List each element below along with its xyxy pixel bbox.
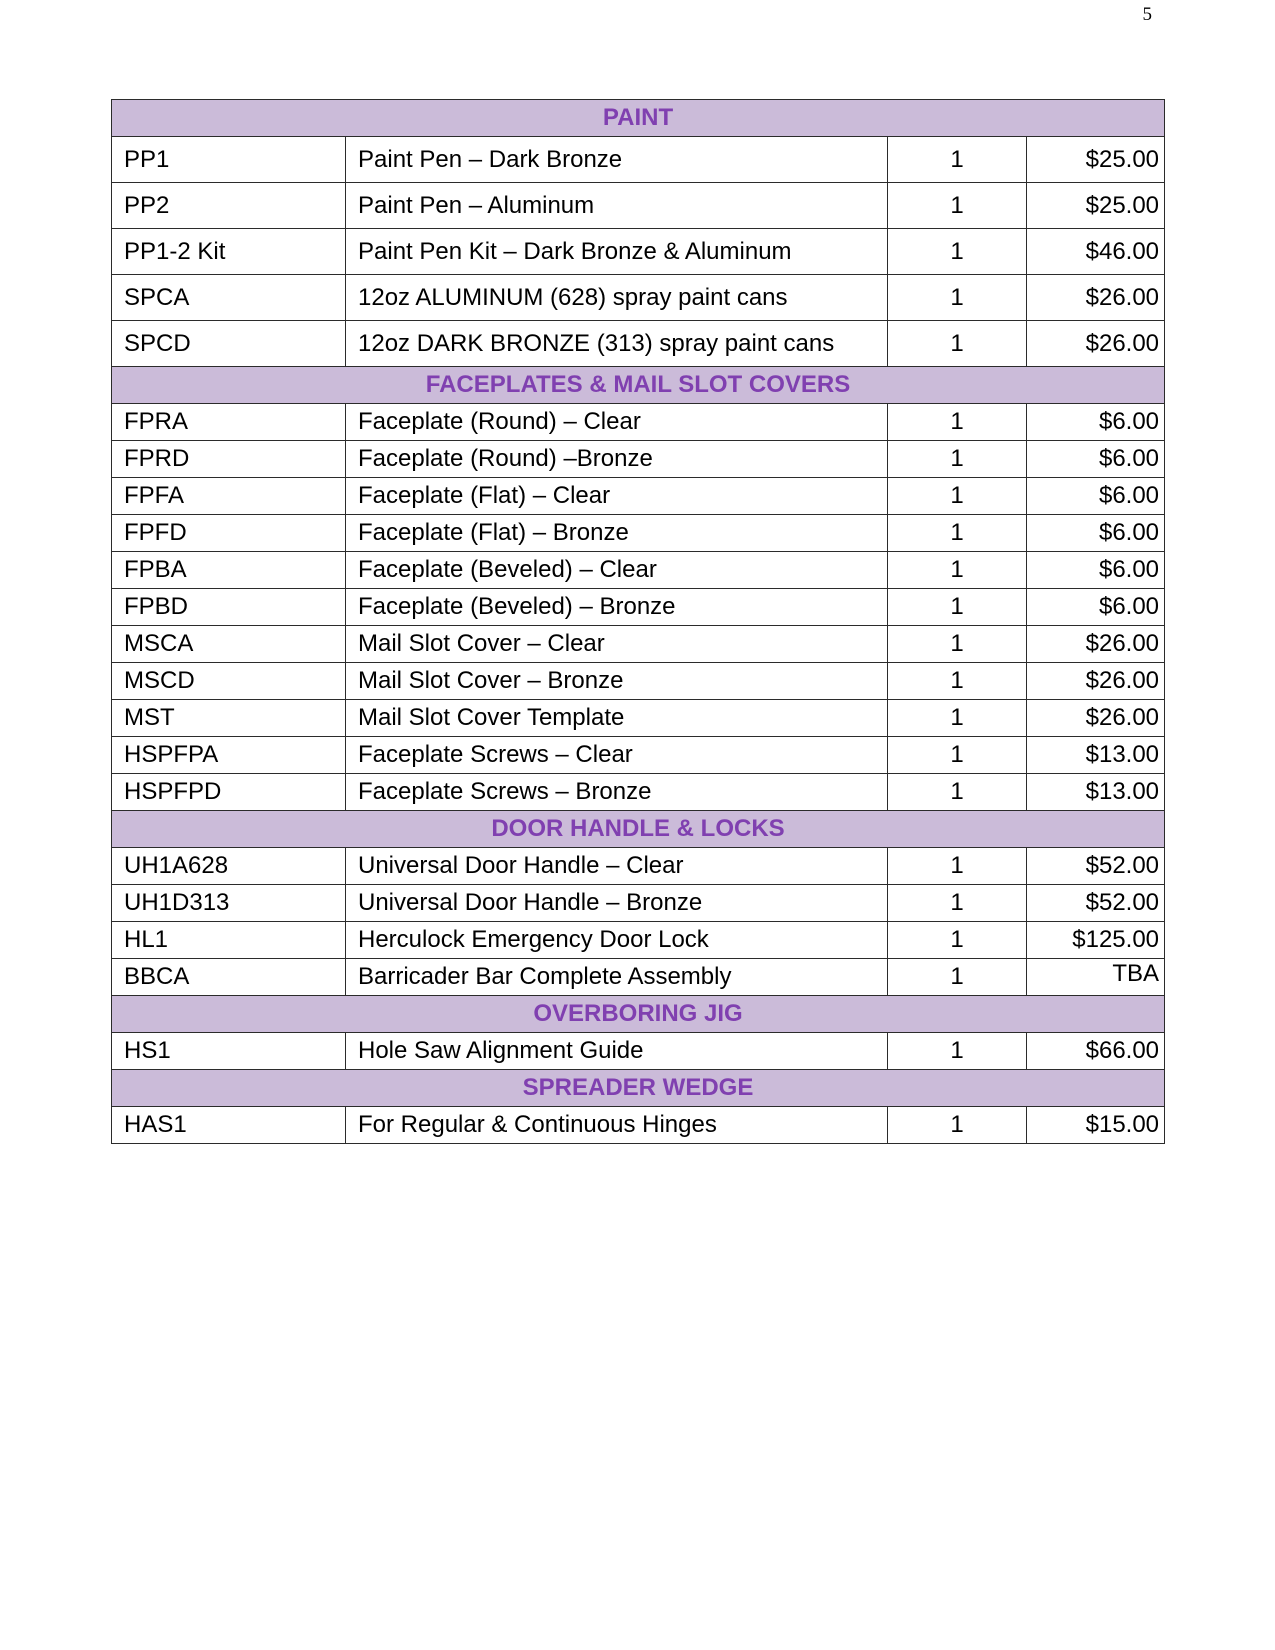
table-row — [112, 959, 1165, 996]
section-title: SPREADER WEDGE — [112, 1070, 1165, 1107]
table-row — [112, 1033, 1165, 1070]
item-price: $6.00 — [1027, 515, 1165, 552]
item-description: Faceplate (Round) –Bronze — [346, 441, 888, 478]
item-price: $26.00 — [1027, 663, 1165, 700]
table-row — [112, 774, 1165, 811]
item-quantity: 1 — [888, 737, 1027, 774]
item-description: Faceplate (Flat) – Bronze — [346, 515, 888, 552]
item-code: HAS1 — [112, 1107, 346, 1144]
item-quantity: 1 — [888, 229, 1027, 275]
item-quantity: 1 — [888, 1033, 1027, 1070]
item-quantity: 1 — [888, 848, 1027, 885]
item-quantity: 1 — [888, 275, 1027, 321]
table-row — [112, 848, 1165, 885]
item-quantity: 1 — [888, 922, 1027, 959]
item-code: SPCD — [112, 321, 346, 367]
item-description: Faceplate Screws – Clear — [346, 737, 888, 774]
item-price: $25.00 — [1027, 183, 1165, 229]
item-code: PP2 — [112, 183, 346, 229]
item-quantity: 1 — [888, 959, 1027, 996]
table-row — [112, 1107, 1165, 1144]
section-title: OVERBORING JIG — [112, 996, 1165, 1033]
item-quantity: 1 — [888, 404, 1027, 441]
item-code: FPRD — [112, 441, 346, 478]
item-description: Paint Pen Kit – Dark Bronze & Aluminum — [346, 229, 888, 275]
item-price: $26.00 — [1027, 626, 1165, 663]
item-code: PP1 — [112, 137, 346, 183]
item-code: FPBA — [112, 552, 346, 589]
table-row — [112, 137, 1165, 183]
item-description: Faceplate (Beveled) – Clear — [346, 552, 888, 589]
section-title: PAINT — [112, 100, 1165, 137]
item-description: Universal Door Handle – Clear — [346, 848, 888, 885]
table-row — [112, 700, 1165, 737]
table-row — [112, 321, 1165, 367]
section-header-row — [112, 100, 1165, 137]
table-row — [112, 589, 1165, 626]
item-code: FPFD — [112, 515, 346, 552]
item-code: BBCA — [112, 959, 346, 996]
item-price: $13.00 — [1027, 737, 1165, 774]
item-code: MST — [112, 700, 346, 737]
item-code: UH1D313 — [112, 885, 346, 922]
item-description: Mail Slot Cover Template — [346, 700, 888, 737]
table-row — [112, 275, 1165, 321]
item-code: FPFA — [112, 478, 346, 515]
item-code: MSCA — [112, 626, 346, 663]
item-description: Universal Door Handle – Bronze — [346, 885, 888, 922]
item-description: 12oz ALUMINUM (628) spray paint cans — [346, 275, 888, 321]
page-number: 5 — [1142, 4, 1152, 25]
item-price: $25.00 — [1027, 137, 1165, 183]
item-description: Faceplate (Flat) – Clear — [346, 478, 888, 515]
item-quantity: 1 — [888, 183, 1027, 229]
item-code: HL1 — [112, 922, 346, 959]
item-price: $13.00 — [1027, 774, 1165, 811]
item-price: $66.00 — [1027, 1033, 1165, 1070]
item-code: UH1A628 — [112, 848, 346, 885]
item-code: HS1 — [112, 1033, 346, 1070]
item-code: FPBD — [112, 589, 346, 626]
item-price: $6.00 — [1027, 478, 1165, 515]
table-row — [112, 404, 1165, 441]
item-quantity: 1 — [888, 515, 1027, 552]
item-description: Faceplate (Beveled) – Bronze — [346, 589, 888, 626]
item-description: Herculock Emergency Door Lock — [346, 922, 888, 959]
item-price: $26.00 — [1027, 321, 1165, 367]
item-quantity: 1 — [888, 589, 1027, 626]
item-code: MSCD — [112, 663, 346, 700]
section-header-row — [112, 1070, 1165, 1107]
table-row — [112, 229, 1165, 275]
item-quantity: 1 — [888, 626, 1027, 663]
item-description: Barricader Bar Complete Assembly — [346, 959, 888, 996]
section-header-row — [112, 996, 1165, 1033]
price-list-body — [112, 100, 1165, 1144]
item-description: For Regular & Continuous Hinges — [346, 1107, 888, 1144]
item-quantity: 1 — [888, 1107, 1027, 1144]
item-code: HSPFPD — [112, 774, 346, 811]
item-description: Paint Pen – Dark Bronze — [346, 137, 888, 183]
section-header-row — [112, 811, 1165, 848]
item-description: Mail Slot Cover – Clear — [346, 626, 888, 663]
item-code: PP1-2 Kit — [112, 229, 346, 275]
item-price: $6.00 — [1027, 552, 1165, 589]
item-price: $6.00 — [1027, 589, 1165, 626]
item-price: $46.00 — [1027, 229, 1165, 275]
item-code: SPCA — [112, 275, 346, 321]
item-description: Faceplate Screws – Bronze — [346, 774, 888, 811]
item-description: Hole Saw Alignment Guide — [346, 1033, 888, 1070]
table-row — [112, 515, 1165, 552]
item-description: Faceplate (Round) – Clear — [346, 404, 888, 441]
table-row — [112, 922, 1165, 959]
item-price: TBA — [1027, 959, 1165, 996]
item-code: HSPFPA — [112, 737, 346, 774]
section-title: FACEPLATES & MAIL SLOT COVERS — [112, 367, 1165, 404]
item-quantity: 1 — [888, 885, 1027, 922]
item-price: $52.00 — [1027, 885, 1165, 922]
item-quantity: 1 — [888, 774, 1027, 811]
item-code: FPRA — [112, 404, 346, 441]
item-quantity: 1 — [888, 478, 1027, 515]
item-price: $6.00 — [1027, 404, 1165, 441]
table-row — [112, 441, 1165, 478]
item-quantity: 1 — [888, 700, 1027, 737]
item-price: $6.00 — [1027, 441, 1165, 478]
item-price: $52.00 — [1027, 848, 1165, 885]
item-price: $15.00 — [1027, 1107, 1165, 1144]
table-row — [112, 626, 1165, 663]
item-description: Paint Pen – Aluminum — [346, 183, 888, 229]
section-title: DOOR HANDLE & LOCKS — [112, 811, 1165, 848]
item-price: $26.00 — [1027, 700, 1165, 737]
section-header-row — [112, 367, 1165, 404]
table-row — [112, 552, 1165, 589]
item-description: Mail Slot Cover – Bronze — [346, 663, 888, 700]
item-price: $26.00 — [1027, 275, 1165, 321]
table-row — [112, 183, 1165, 229]
table-row — [112, 885, 1165, 922]
item-quantity: 1 — [888, 321, 1027, 367]
item-quantity: 1 — [888, 663, 1027, 700]
table-row — [112, 478, 1165, 515]
table-row — [112, 737, 1165, 774]
item-quantity: 1 — [888, 552, 1027, 589]
table-row — [112, 663, 1165, 700]
price-list-table — [111, 99, 1165, 1144]
item-description: 12oz DARK BRONZE (313) spray paint cans — [346, 321, 888, 367]
item-quantity: 1 — [888, 137, 1027, 183]
item-quantity: 1 — [888, 441, 1027, 478]
item-price: $125.00 — [1027, 922, 1165, 959]
